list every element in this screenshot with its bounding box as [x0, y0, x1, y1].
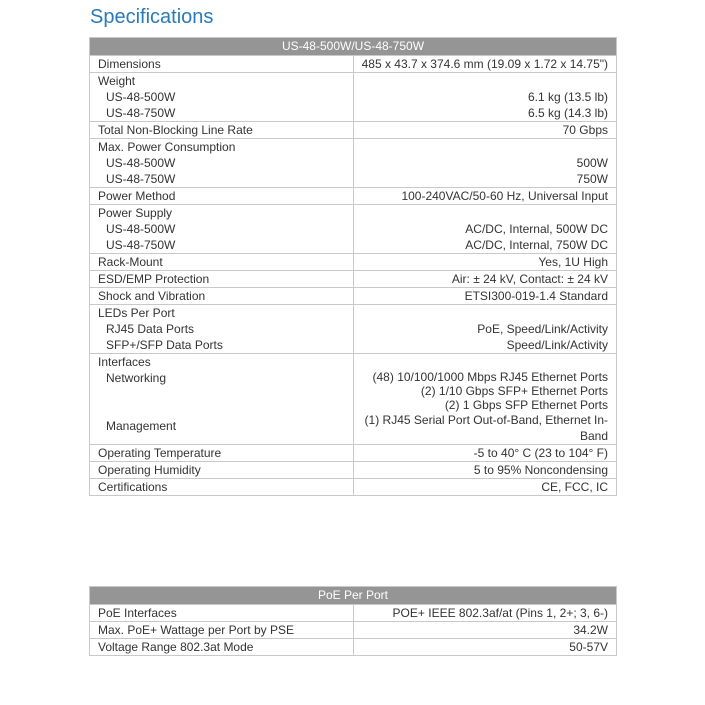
row-value-interfaces	[353, 354, 617, 445]
row-value-max-wattage: 34.2W	[353, 622, 617, 639]
table-row	[90, 479, 617, 496]
table-row	[90, 354, 617, 445]
power-consumption-value-500w: 500W	[576, 156, 608, 170]
table-row	[90, 271, 617, 288]
table-row	[90, 254, 617, 271]
weight-value-500w: 6.1 kg (13.5 lb)	[527, 90, 608, 104]
row-value-dimensions: 485 x 43.7 x 374.6 mm (19.09 x 1.72 x 14.75")	[353, 56, 617, 73]
poe-table	[89, 586, 617, 656]
table-row	[90, 462, 617, 479]
row-label-certifications: Certifications	[90, 479, 354, 496]
row-label-dimensions: Dimensions	[90, 56, 354, 73]
row-label-op-humidity: Operating Humidity	[90, 462, 354, 479]
table-row	[90, 639, 617, 656]
leds-sub-sfp: SFP+/SFP Data Ports	[106, 338, 223, 352]
row-value-power-supply	[353, 205, 617, 254]
table-row	[90, 188, 617, 205]
power-supply-sub-500w: US-48-500W	[106, 222, 176, 236]
row-label-power-method: Power Method	[90, 188, 354, 205]
row-value-poe-interfaces: POE+ IEEE 802.3af/at (Pins 1, 2+; 3, 6-)	[353, 605, 617, 622]
row-label-leds	[90, 305, 354, 354]
table-header-row	[90, 587, 617, 605]
row-label-weight	[90, 73, 354, 122]
table-row	[90, 605, 617, 622]
row-label-line-rate: Total Non-Blocking Line Rate	[90, 122, 354, 139]
poe-table-header: PoE Per Port	[90, 587, 617, 605]
leds-value-rj45: PoE, Speed/Link/Activity	[477, 322, 608, 336]
weight-sub-750w: US-48-750W	[106, 106, 176, 120]
interfaces-label: Interfaces	[98, 355, 151, 369]
row-value-op-humidity: 5 to 95% Noncondensing	[353, 462, 617, 479]
row-value-shock: ETSI300-019-1.4 Standard	[353, 288, 617, 305]
leds-sub-rj45: RJ45 Data Ports	[106, 322, 195, 336]
table-header-row	[90, 38, 617, 56]
interfaces-networking-value-3: (2) 1 Gbps SFP Ethernet Ports	[444, 398, 608, 412]
table-row	[90, 122, 617, 139]
power-supply-sub-750w: US-48-750W	[106, 238, 176, 252]
row-value-weight	[353, 73, 617, 122]
row-value-line-rate: 70 Gbps	[353, 122, 617, 139]
row-label-interfaces	[90, 354, 354, 445]
table-row	[90, 139, 617, 188]
power-consumption-sub-500w: US-48-500W	[106, 156, 176, 170]
row-label-max-wattage: Max. PoE+ Wattage per Port by PSE	[90, 622, 354, 639]
table-row	[90, 205, 617, 254]
page-title: Specifications	[90, 6, 214, 28]
interfaces-management-value: (1) RJ45 Serial Port Out-of-Band, Ethernet In-Band	[364, 413, 608, 443]
table-row	[90, 73, 617, 122]
row-value-leds	[353, 305, 617, 354]
specifications-table	[89, 37, 617, 496]
power-supply-label: Power Supply	[98, 206, 173, 220]
power-consumption-value-750w: 750W	[576, 172, 608, 186]
interfaces-sub-management: Management	[106, 419, 177, 433]
table-row	[90, 56, 617, 73]
table-row	[90, 622, 617, 639]
power-supply-value-750w: AC/DC, Internal, 750W DC	[465, 238, 608, 252]
row-label-op-temp: Operating Temperature	[90, 445, 354, 462]
row-value-rack-mount: Yes, 1U High	[353, 254, 617, 271]
power-consumption-label: Max. Power Consumption	[98, 140, 236, 154]
row-label-esd: ESD/EMP Protection	[90, 271, 354, 288]
table-row	[90, 445, 617, 462]
interfaces-networking-value-2: (2) 1/10 Gbps SFP+ Ethernet Ports	[420, 384, 608, 398]
interfaces-networking-value-1: (48) 10/100/1000 Mbps RJ45 Ethernet Ports	[372, 370, 608, 384]
power-consumption-sub-750w: US-48-750W	[106, 172, 176, 186]
weight-value-750w: 6.5 kg (14.3 lb)	[527, 106, 608, 120]
row-label-poe-interfaces: PoE Interfaces	[90, 605, 354, 622]
table-row	[90, 288, 617, 305]
weight-sub-500w: US-48-500W	[106, 90, 176, 104]
row-value-voltage: 50-57V	[353, 639, 617, 656]
row-label-power-supply	[90, 205, 354, 254]
weight-label: Weight	[98, 74, 136, 88]
row-label-shock: Shock and Vibration	[90, 288, 354, 305]
power-supply-value-500w: AC/DC, Internal, 500W DC	[465, 222, 608, 236]
row-label-power-consumption	[90, 139, 354, 188]
row-label-rack-mount: Rack-Mount	[90, 254, 354, 271]
row-value-power-consumption	[353, 139, 617, 188]
row-value-power-method: 100-240VAC/50-60 Hz, Universal Input	[353, 188, 617, 205]
table-header: US-48-500W/US-48-750W	[90, 38, 617, 56]
leds-value-sfp: Speed/Link/Activity	[506, 338, 608, 352]
row-value-certifications: CE, FCC, IC	[353, 479, 617, 496]
row-label-voltage: Voltage Range 802.3at Mode	[90, 639, 354, 656]
table-row	[90, 305, 617, 354]
row-value-op-temp: -5 to 40° C (23 to 104° F)	[353, 445, 617, 462]
leds-label: LEDs Per Port	[98, 306, 175, 320]
row-value-esd: Air: ± 24 kV, Contact: ± 24 kV	[353, 271, 617, 288]
interfaces-sub-networking: Networking	[106, 371, 167, 385]
